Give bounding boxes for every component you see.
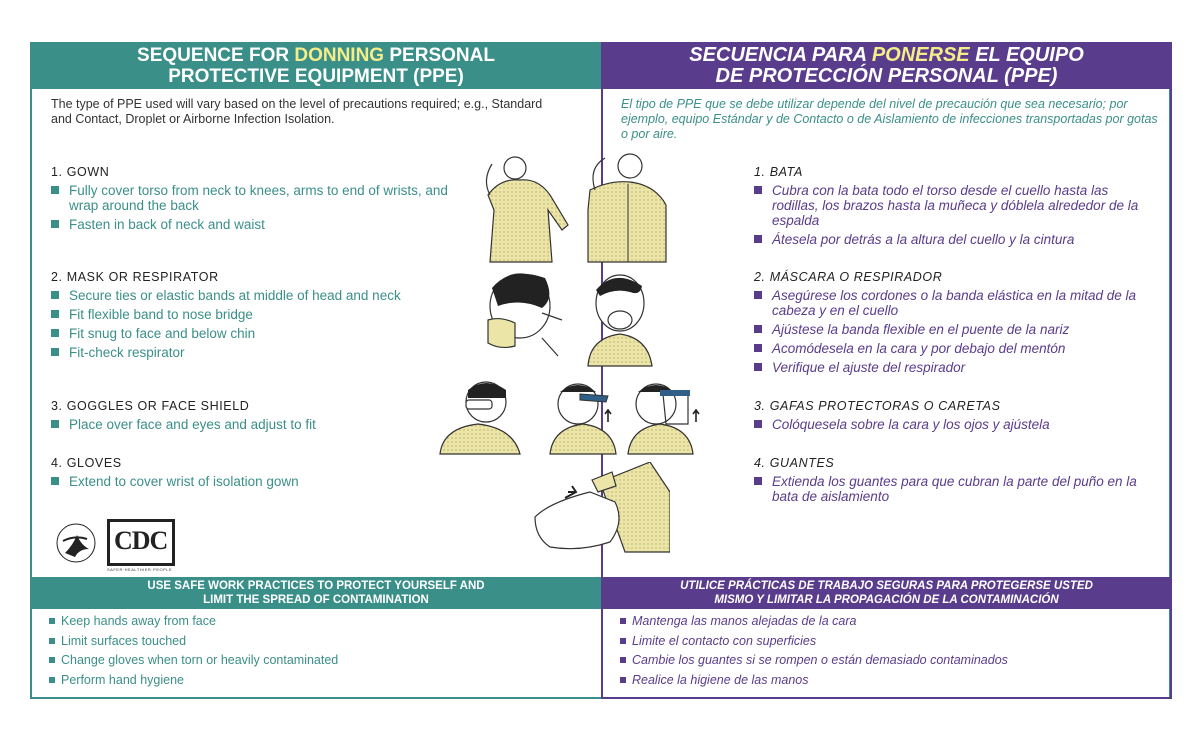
hhs-logo — [55, 519, 97, 567]
list-item: Fully cover torso from neck to knees, arms to end of wrists, and wrap around the back — [51, 183, 451, 213]
list-item: Keep hands away from face — [49, 614, 589, 629]
gown-illustration — [470, 150, 670, 265]
cdc-logo: CDC — [107, 519, 175, 566]
list-item: Secure ties or elastic bands at middle of head and neck — [51, 288, 451, 303]
list-item: Asegúrese los cordones o la banda elástica en la mitad de la cabeza y en el cuello — [754, 288, 1144, 318]
list-item: Limite el contacto con superficies — [620, 634, 1160, 649]
list-item: Extienda los guantes para que cubran la parte del puño en la bata de aislamiento — [754, 474, 1144, 504]
section-gloves-en: 4. GLOVES Extend to cover wrist of isolation gown — [51, 456, 451, 493]
goggles-illustration — [438, 376, 703, 456]
list-item: Perform hand hygiene — [49, 673, 589, 688]
list-item: Ajústese la banda flexible en el puente de la nariz — [754, 322, 1144, 337]
section-mask-es: 2. MÁSCARA O RESPIRADOR Asegúrese los cordones o la banda elástica en la mitad de la cabeza y en el cuello Ajústese la banda flexible en el puente de la nariz Acomódesela en la cara y por debajo del mentón Verifique el ajuste del respirador — [754, 270, 1144, 379]
list-item: Place over face and eyes and adjust to fit — [51, 417, 451, 432]
list-item: Mantenga las manos alejadas de la cara — [620, 614, 1160, 629]
section-goggles-es: 3. GAFAS PROTECTORAS O CARETAS Colóquesela sobre la cara y los ojos y ajústela — [754, 399, 1144, 436]
list-item: Change gloves when torn or heavily contaminated — [49, 653, 589, 668]
list-item: Fit flexible band to nose bridge — [51, 307, 451, 322]
intro-english: The type of PPE used will vary based on the level of precautions required; e.g., Standard and Contact, Droplet or Airborne Infection Isolation. — [51, 97, 543, 126]
header-english: SEQUENCE FOR DONNING PERSONAL PROTECTIVE EQUIPMENT (PPE) — [30, 42, 602, 89]
list-item: Colóquesela sobre la cara y los ojos y ajústela — [754, 417, 1144, 432]
header-spanish: SECUENCIA PARA PONERSE EL EQUIPO DE PROTECCIÓN PERSONAL (PPE) — [601, 42, 1172, 89]
list-item: Extend to cover wrist of isolation gown — [51, 474, 451, 489]
footer-list-spanish — [620, 614, 1160, 692]
intro-spanish: El tipo de PPE que se debe utilizar depende del nivel de precaución que sea necesario; por ejemplo, equipo Estándar y de Contacto o de Aislamiento de infecciones transportadas por gotas o por aire. — [621, 97, 1158, 141]
footer-title-spanish: UTILICE PRÁCTICAS DE TRABAJO SEGURAS PARA PROTEGERSE USTED MISMO Y LIMITAR LA PROPAGACIÓN DE LA CONTAMINACIÓN — [601, 577, 1172, 609]
section-gown-en: 1. GOWN Fully cover torso from neck to knees, arms to end of wrists, and wrap around the back Fasten in back of neck and waist — [51, 165, 451, 236]
list-item: Realice la higiene de las manos — [620, 673, 1160, 688]
section-gown-es: 1. BATA Cubra con la bata todo el torso desde el cuello hasta las rodillas, los brazos hasta la muñeca y dóblela alrededor de la espalda Átesela por detrás a la altura del cuello y la cintura — [754, 165, 1144, 251]
mask-illustration — [480, 268, 670, 368]
gloves-illustration — [530, 462, 670, 557]
section-mask-en: 2. MASK OR RESPIRATOR Secure ties or elastic bands at middle of head and neck Fit flexible band to nose bridge Fit snug to face and below chin Fit-check respirator — [51, 270, 451, 364]
list-item: Acomódesela en la cara y por debajo del mentón — [754, 341, 1144, 356]
list-item: Átesela por detrás a la altura del cuello y la cintura — [754, 232, 1144, 247]
list-item: Fit-check respirator — [51, 345, 451, 360]
footer-list-english — [49, 614, 589, 692]
list-item: Verifique el ajuste del respirador — [754, 360, 1144, 375]
section-goggles-en: 3. GOGGLES OR FACE SHIELD Place over face and eyes and adjust to fit — [51, 399, 451, 436]
list-item: Fasten in back of neck and waist — [51, 217, 451, 232]
list-item: Cambie los guantes si se rompen o están demasiado contaminados — [620, 653, 1160, 668]
list-item: Fit snug to face and below chin — [51, 326, 451, 341]
list-item: Limit surfaces touched — [49, 634, 589, 649]
list-item: Cubra con la bata todo el torso desde el cuello hasta las rodillas, los brazos hasta la muñeca y dóblela alrededor de la espalda — [754, 183, 1144, 228]
footer-title-english: USE SAFE WORK PRACTICES TO PROTECT YOURSELF AND LIMIT THE SPREAD OF CONTAMINATION — [30, 577, 602, 609]
section-gloves-es: 4. GUANTES Extienda los guantes para que cubran la parte del puño en la bata de aislamiento — [754, 456, 1144, 508]
cdc-tagline: SAFER·HEALTHIER·PEOPLE — [107, 567, 173, 572]
